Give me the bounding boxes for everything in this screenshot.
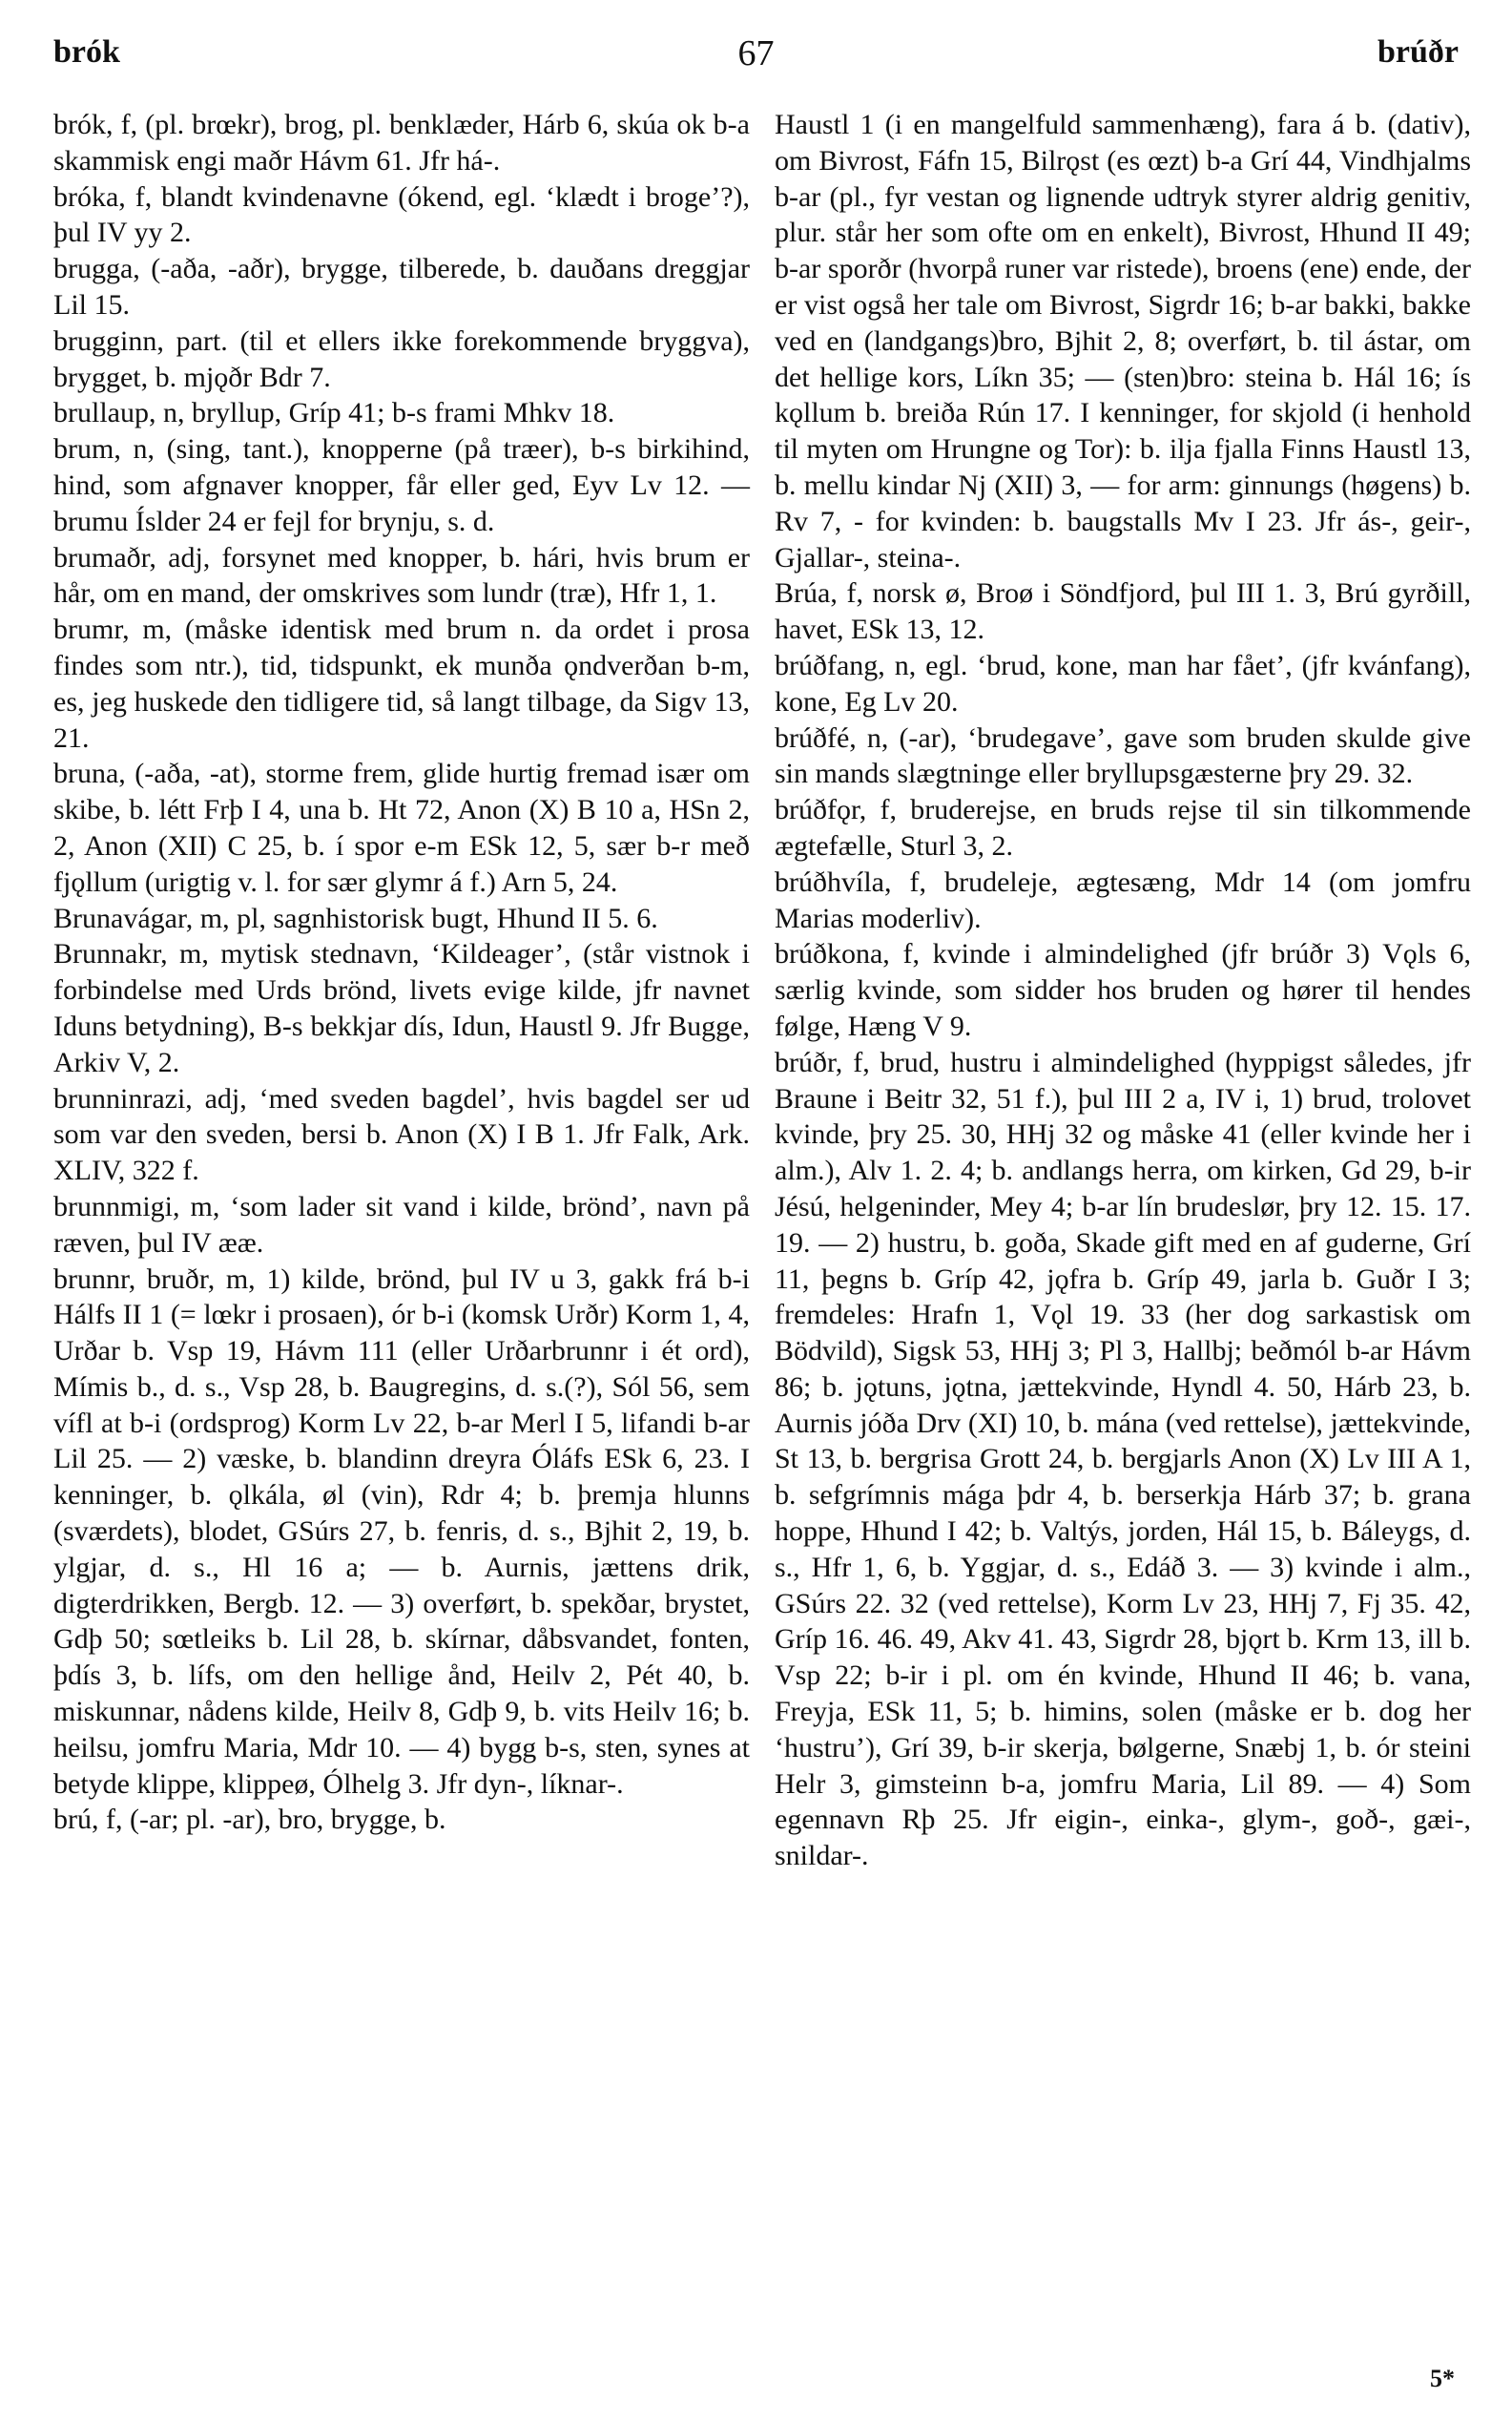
dictionary-entry-brunnakr: Brunnakr, m, mytisk stednavn, ‘Kildeager’, (står vistnok i forbindelse med Urds brönd, livets evige kilde, jfr navnet Iduns betydning), B-s bekkjar dís, Idun, Haustl 9. Jfr Bugge, Arkiv V, 2. (53, 938, 750, 1078)
dictionary-entry-brudr: brúðr, f, brud, hustru i almindelighed (hyppigst således, jfr Braune i Beitr 32, 51 f.), þul III 2 a, IV i, 1) brud, trolovet kvinde, þry 25. 30, HHj 32 og måske 41 (eller kvinde her i alm.), Alv 1. 2. 4; b. andlangs herra, om kirken, Gd 29, b-ir Jésú, helgeninder, Mey 4; b-ar lín brudeslør, þry 12. 15. 17. 19. — 2) hustru, b. goða, Skade gift med en af guderne, Grí 11, þegns b. Gríp 42, jǫfra b. Gríp 49, jarla b. Guðr I 3; fremdeles: Hrafn 1, Vǫl 19. 33 (her dog sarkastisk om Bödvild), Sigsk 53, HHj 3; Pl 3, Hallbj; beðmól b-ar Hávm 86; b. jǫtuns, jǫtna, jættekvinde, Hyndl 4. 50, Hárb 23, b. Aurnis jóða Drv (XI) 10, b. mána (ved rettelse), jættekvinde, St 13, b. bergrisa Grott 24, b. bergjarls Anon (X) Lv III A 1, b. sefgrímnis mága þdr 4, b. berserkja Hárb 37; b. grana hoppe, Hhund I 42; b. Valtýs, jorden, Hál 15, b. Báleygs, d. s., Hfr 1, 6, b. Yggjar, d. s., Edáð 3. — 3) kvinde i alm., GSúrs 22. 32 (ved rettelse), Korm Lv 23, HHj 7, Fj 35. 42, Gríp 16. 46. 49, Akv 41. 43, Sigrdr 28, bjǫrt b. Krm 13, ill b. Vsp 22; b-ir i pl. om én kvinde, Hhund II 46; b. vana, Freyja, ESk 11, 5; b. himins, solen (måske er b. dog her ‘hustru’), Grí 39, b-ir skerja, bølgerne, Snæbj 1, b. ór steini Helr 3, gimsteinn b-a, jomfru Maria, Lil 89. — 4) Som egennavn Rþ 25. Jfr eigin-, einka-, glym-, goð-, gæi-, snildar-. (775, 1046, 1471, 1872)
dictionary-entry-bru-continued: Haustl 1 (i en mangelfuld sammenhæng), fara á b. (dativ), om Bivrost, Fáfn 15, Bilrǫst (es œzt) b-a Grí 44, Vindhjalms b-ar (pl., fyr vestan og lignende udtryk styrer aldrig genitiv, plur. står her som ofte om en enkelt), Bivrost, Hhund II 49; b-ar sporðr (hvorpå runer var ristede), broens (ene) ende, der er vist også her tale om Bivrost, Sigrdr 16; b-ar bakki, bakke ved en (landgangs)bro, Bjhit 2, 8; overført, b. til ástar, om det hellige kors, Líkn 35; — (sten)bro: steina b. Hál 16; ís kǫllum b. breiða Rún 17. I kenninger, for skjold (i henhold til myten om Hrungne og Tor): b. ilja fjalla Finns Haustl 13, b. mellu kindar Nj (XII) 3, — for arm: ginnungs (høgens) b. Rv 7, - for kvinden: b. baugstalls Mv I 23. Jfr ás-, geir-, Gjallar-, steina-. (775, 109, 1471, 574)
dictionary-entry-brugga: brugga, (-aða, -aðr), brygge, tilberede, b. dauðans dreggjar Lil 15. (53, 253, 750, 321)
page-number: 67 (737, 33, 775, 73)
dictionary-entry-bruna: bruna, (-aða, -at), storme frem, glide hurtig fremad især om skibe, b. létt Frþ I 4, una b. Ht 72, Anon (X) B 10 a, HSn 2, 2, Anon (XII) C 25, b. í spor e-m ESk 12, 5, sær b-r með fjǫllum (urigtig v. l. for sær glymr á f.) Arn 5, 24. (53, 758, 750, 898)
dictionary-entry-brugginn: brugginn, part. (til et ellers ikke forekommende bryggva), brygget, b. mjǫðr Bdr 7. (53, 324, 750, 393)
dictionary-entry-brunnr: brunnr, bruðr, m, 1) kilde, brönd, þul IV u 3, gakk frá b-i Hálfs II 1 (= lœkr i prosaen), ór b-i (komsk Urðr) Korm 1, 4, Urðar b. Vsp 19, Hávm 111 (eller Urðarbrunnr i ét ord), Mímis b., d. s., Vsp 28, b. Baugregins, d. s.(?), Sól 56, sem vífl at b-i (ordsprog) Korm Lv 22, b-ar Merl I 5, lifandi b-ar Lil 25. — 2) væske, b. blandinn dreyra Óláfs ESk 6, 23. I kenninger, b. ǫlkála, øl (vin), Rdr 4; b. þremja hlunns (sværdets), blodet, GSúrs 27, b. fenris, d. s., Bjhit 2, 19, b. ylgjar, d. s., Hl 16 a; — b. Aurnis, jættens drik, digterdrikken, Bergb. 12. — 3) overført, b. spekðar, brystet, Gdþ 50; sœtleiks b. Lil 28, b. skírnar, dåbsvandet, fonten, þdís 3, b. lífs, om den hellige ånd, Heilv 2, Pét 40, b. miskunnar, nådens kilde, Heilv 8, Gdþ 9, b. vits Heilv 16; b. heilsu, jomfru Maria, Mdr 10. — 4) bygg b-s, sten, synes at betyde klippe, klippeø, Ólhelg 3. Jfr dyn-, líknar-. (53, 1262, 750, 1800)
right-column (775, 107, 1471, 1874)
dictionary-entry-brudfor: brúðfǫr, f, bruderejse, en bruds rejse til sin tilkommende ægtefælle, Sturl 3, 2. (775, 794, 1471, 862)
dictionary-entry-brumr: brumr, m, (måske identisk med brum n. da ordet i prosa findes som ntr.), tid, tidspunkt, ek munða ǫndverðan b-m, es, jeg huskede den tidligere tid, så langt tilbage, da Sigv 13, 21. (53, 614, 750, 754)
dictionary-entry-brudfang: brúðfang, n, egl. ‘brud, kone, man har fået’, (jfr kvánfang), kone, Eg Lv 20. (775, 649, 1471, 718)
dictionary-entry-brudfe: brúðfé, n, (-ar), ‘brudegave’, gave som bruden skulde give sin mands slægtninge eller bryllupsgæsterne þry 29. 32. (775, 721, 1471, 790)
dictionary-entry-brullaup: brullaup, n, bryllup, Gríp 41; b-s frami Mhkv 18. (53, 397, 615, 429)
left-column (53, 107, 750, 1838)
page-header (53, 29, 1459, 86)
signature-mark: 5* (1430, 2365, 1455, 2392)
dictionary-entry-brok: brók, f, (pl. brœkr), brog, pl. benklæder, Hárb 6, skúa ok b-a skammisk engi maðr Hávm 61. Jfr há-. (53, 109, 750, 177)
dictionary-entry-brumadr: brumaðr, adj, forsynet med knopper, b. hári, hvis brum er hår, om en mand, der omskrives som lundr (træ), Hfr 1, 1. (53, 541, 750, 610)
dictionary-entry-brudhvila: brúðhvíla, f, brudeleje, ægtesæng, Mdr 14 (om jomfru Marias moderliv). (775, 866, 1471, 934)
dictionary-entry-brudkona: brúðkona, f, kvinde i almindelighed (jfr brúðr 3) Vǫls 6, særlig kvinde, som sidder hos bruden og hører til hendes følge, Hæng V 9. (775, 938, 1471, 1042)
right-running-headword: brúðr (1377, 34, 1459, 70)
dictionary-entry-brunninrazi: brunninrazi, adj, ‘med sveden bagdel’, hvis bagdel ser ud som var den sveden, bersi b. Anon (X) I B 1. Jfr Falk, Ark. XLIV, 322 f. (53, 1082, 750, 1187)
dictionary-entry-bru: brú, f, (-ar; pl. -ar), bro, brygge, b. (53, 1804, 446, 1836)
dictionary-entry-brunavagar: Brunavágar, m, pl, sagnhistorisk bugt, Hhund II 5. 6. (53, 902, 658, 934)
dictionary-entry-brunnmigi: brunnmigi, m, ‘som lader sit vand i kilde, brönd’, navn på ræven, þul IV ææ. (53, 1190, 750, 1259)
dictionary-entry-brum: brum, n, (sing, tant.), knopperne (på træer), b-s birkihind, hind, som afgnaver knopper, får eller ged, Eyv Lv 12. — brumu Íslder 24 er fejl for brynju, s. d. (53, 433, 750, 537)
dictionary-entry-broka: bróka, f, blandt kvindenavne (ókend, egl. ‘klædt i broge’?), þul IV yy 2. (53, 180, 750, 249)
left-running-headword: brók (53, 34, 120, 70)
dictionary-entry-brua: Brúa, f, norsk ø, Broø i Söndfjord, þul III 1. 3, Brú gyrðill, havet, ESk 13, 12. (775, 577, 1471, 646)
